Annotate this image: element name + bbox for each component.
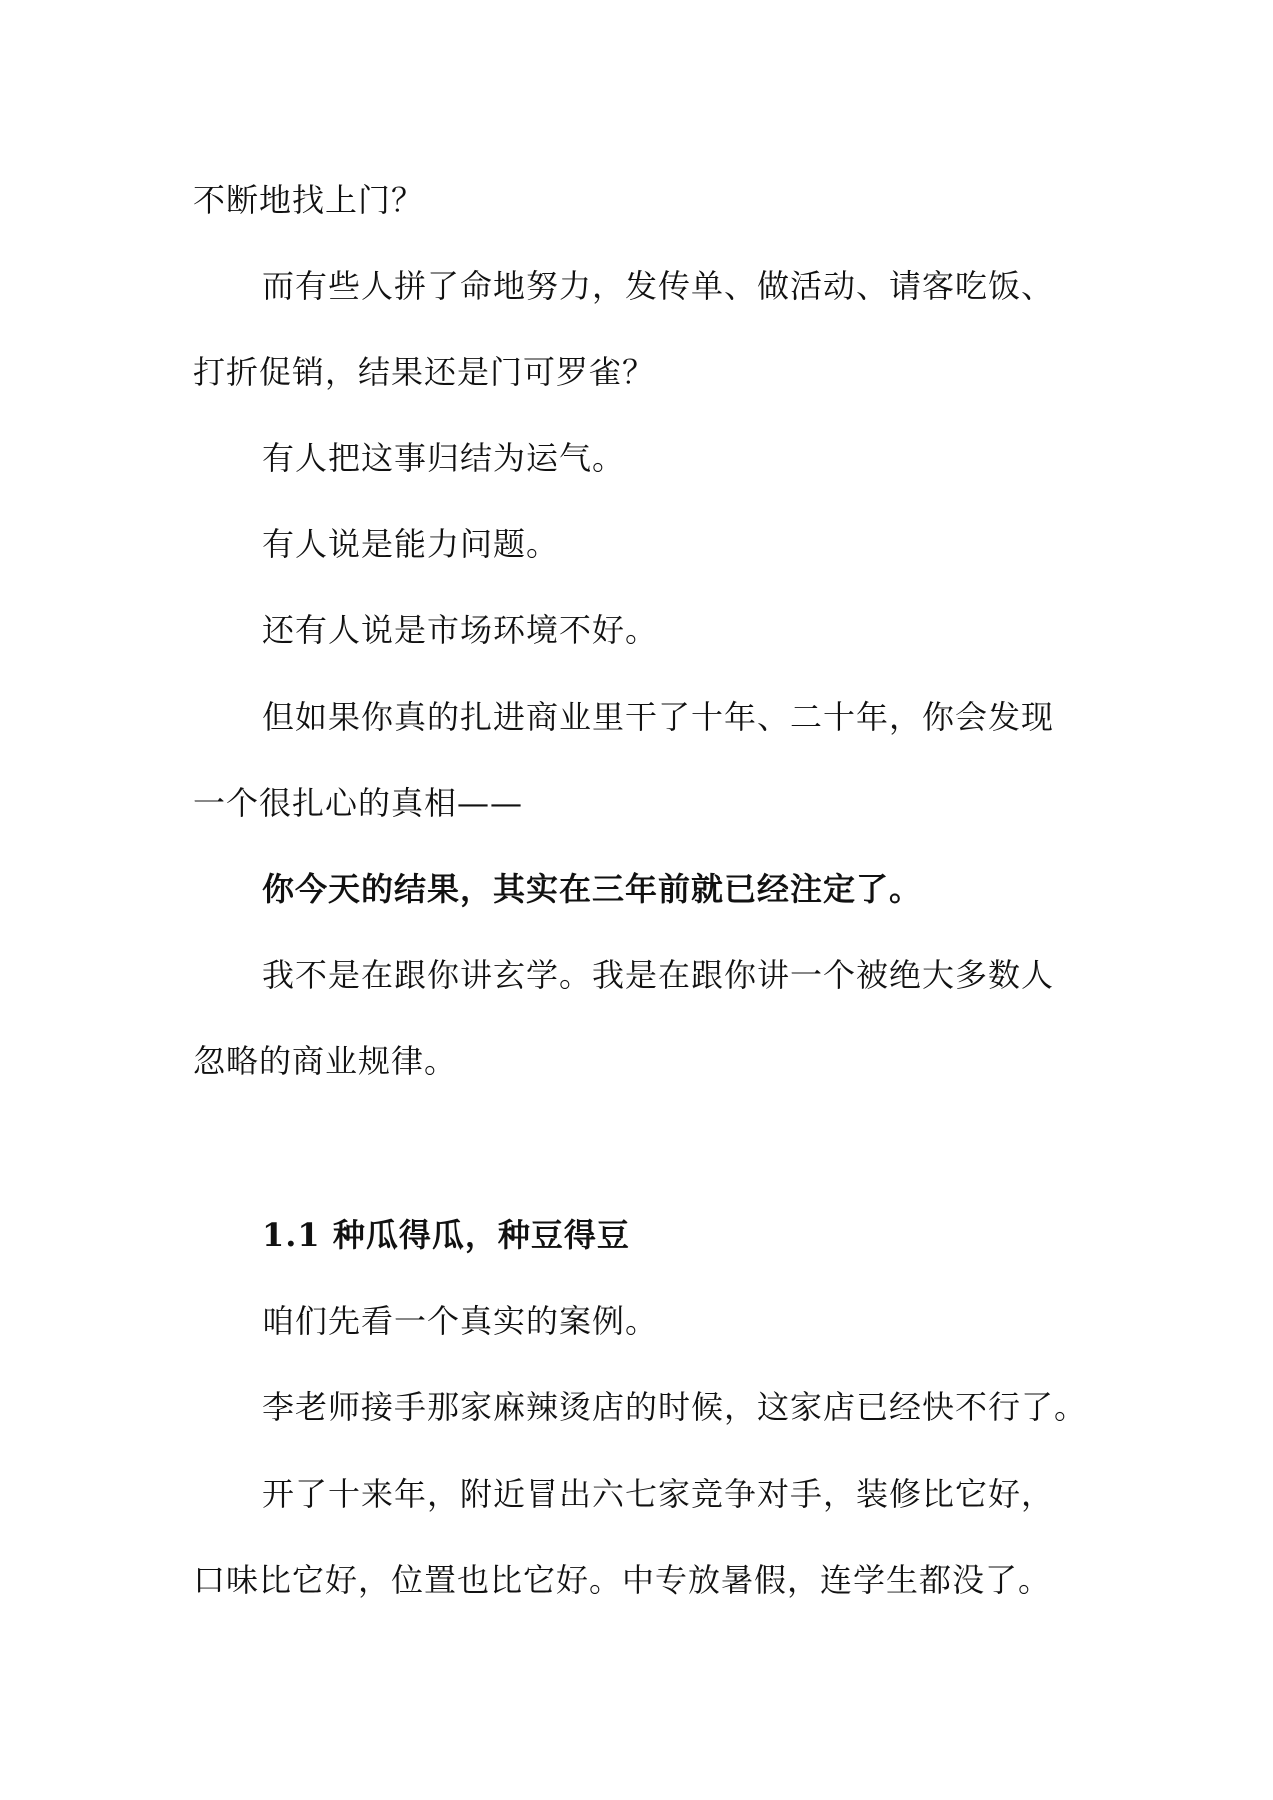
paragraph-line: 咱们先看一个真实的案例。 [262,1302,659,1340]
paragraph-line: 但如果你真的扎进商业里干了十年、二十年，你会发现 [262,698,1055,736]
paragraph-line: 口味比它好，位置也比它好。中专放暑假，连学生都没了。 [193,1561,1052,1599]
paragraph-line: 我不是在跟你讲玄学。我是在跟你讲一个被绝大多数人 [262,956,1055,994]
emphasis-line: 你今天的结果，其实在三年前就已经注定了。 [262,870,923,908]
paragraph-line: 不断地找上门？ [193,181,425,219]
paragraph-line: 而有些人拼了命地努力，发传单、做活动、请客吃饭、 [262,267,1055,305]
paragraph-line: 打折促销，结果还是门可罗雀？ [193,353,656,391]
section-heading: 1.1 种瓜得瓜，种豆得豆 [262,1216,630,1254]
paragraph-line: 李老师接手那家麻辣烫店的时候，这家店已经快不行了。 [262,1388,1088,1426]
paragraph-line: 忽略的商业规律。 [193,1042,458,1080]
paragraph-line: 有人把这事归结为运气。 [262,439,626,477]
paragraph-line: 还有人说是市场环境不好。 [262,611,659,649]
paragraph-line: 一个很扎心的真相—— [193,784,524,822]
paragraph-line: 有人说是能力问题。 [262,525,560,563]
paragraph-line: 开了十来年，附近冒出六七家竞争对手，装修比它好， [262,1475,1055,1513]
